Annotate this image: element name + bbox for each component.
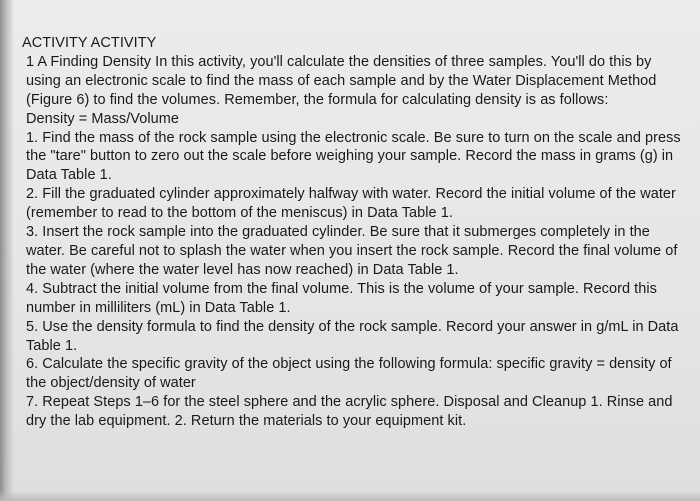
page-bottom-shadow	[0, 491, 700, 501]
step-1: 1. Find the mass of the rock sample using the electronic scale. Be sure to turn on the scale and press the "tare" button to zero out the scale before weighing your sample. Record the mass in grams (g) in Data Table 1.	[26, 129, 681, 184]
document-heading: ACTIVITY ACTIVITY	[22, 35, 157, 51]
step-4: 4. Subtract the initial volume from the final volume. This is the volume of your sample. Record this number in milliliters (mL) in Data Table 1.	[26, 280, 657, 316]
document-body	[22, 34, 682, 431]
step-7: 7. Repeat Steps 1–6 for the steel sphere and the acrylic sphere. Disposal and Cleanup 1. Rinse and dry the lab equipment. 2. Return the materials to your equipment kit.	[26, 394, 673, 430]
step-5: 5. Use the density formula to find the density of the rock sample. Record your answer in g/mL in Data Table 1.	[26, 318, 679, 354]
density-formula: Density = Mass/Volume	[26, 110, 179, 127]
step-3: 3. Insert the rock sample into the graduated cylinder. Be sure that it submerges completely in the water. Be careful not to splash the water when you insert the rock sample. Record the final volume of the water (where the water level has now reached) in Data Table 1.	[26, 224, 678, 278]
step-2: 2. Fill the graduated cylinder approximately halfway with water. Record the initial volume of the water (remember to read to the bottom of the meniscus) in Data Table 1.	[26, 186, 676, 222]
intro-paragraph: 1 A Finding Density In this activity, you'll calculate the densities of three samples. You'll do this by using an electronic scale to find the mass of each sample and by the Water Displacement Method (Figure 6) to find the volumes. Remember, the formula for calculating density is as follows:	[26, 53, 657, 108]
page-edge-shadow	[0, 0, 14, 501]
step-6: 6. Calculate the specific gravity of the object using the following formula: specific gravity = density of the object/density of water	[26, 356, 672, 392]
